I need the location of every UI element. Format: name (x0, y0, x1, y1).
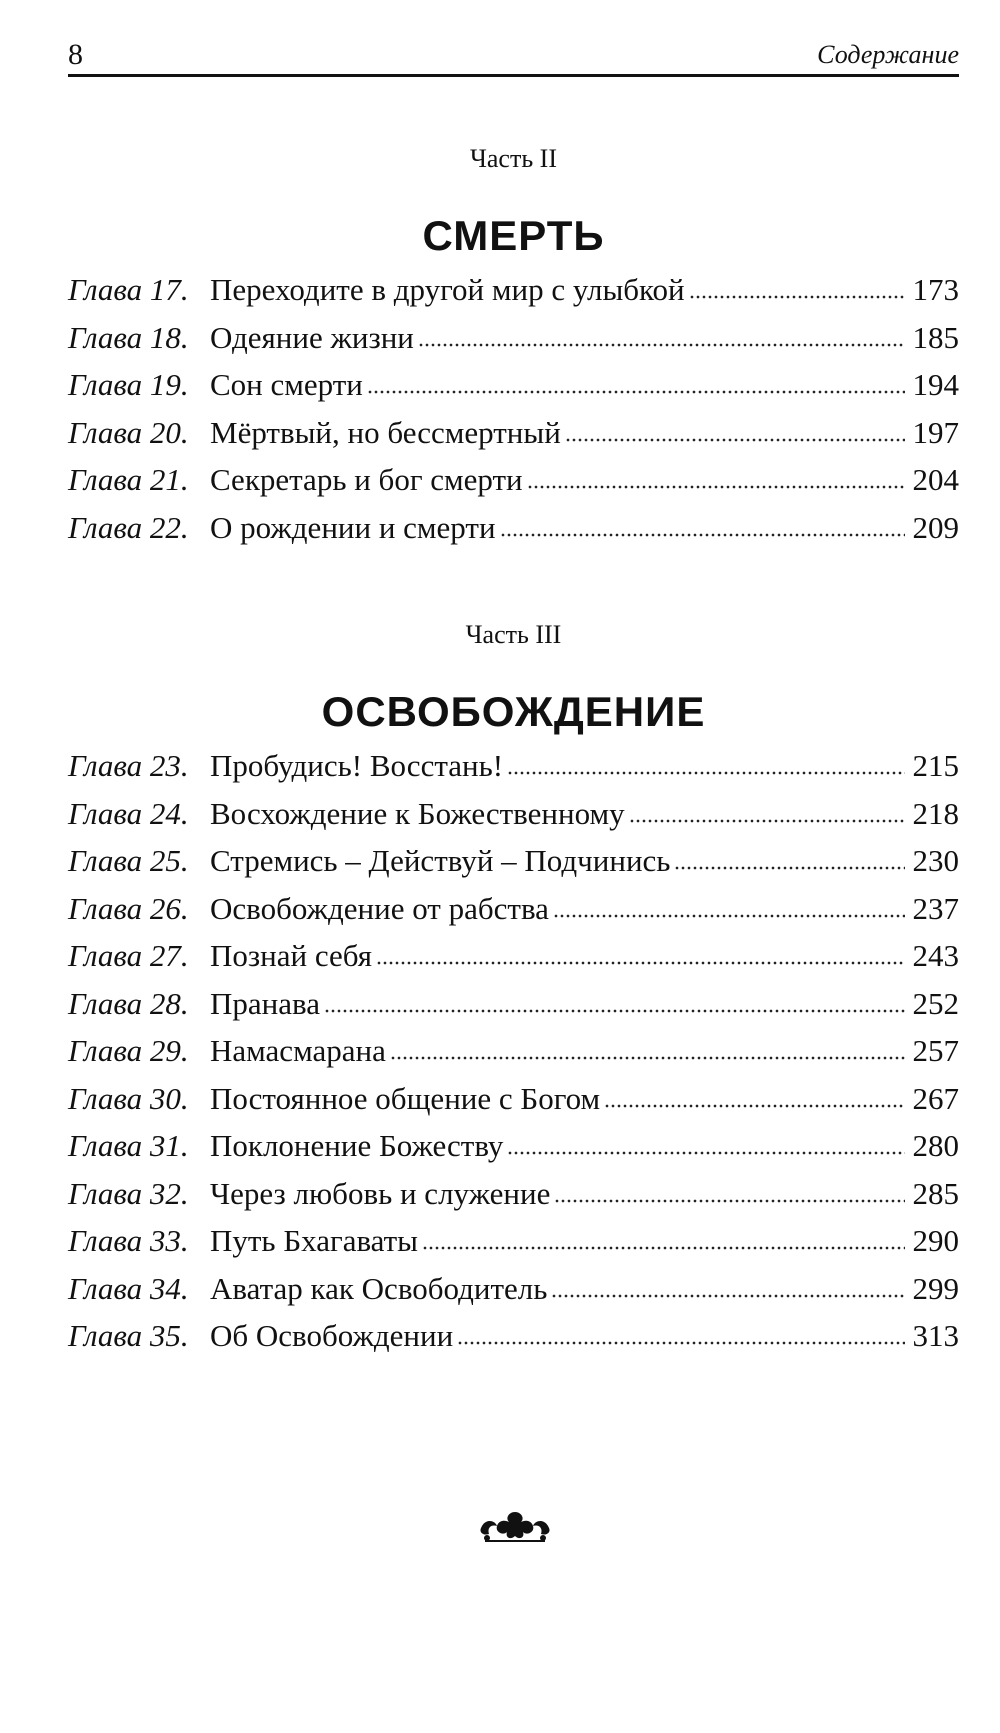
chapter-page-number: 218 (912, 795, 959, 831)
running-header (68, 34, 959, 77)
dot-leader (629, 818, 905, 824)
chapter-page-number: 185 (912, 319, 959, 355)
part-label: Часть III (465, 620, 562, 649)
chapter-page-number: 252 (912, 985, 959, 1021)
chapter-title: Стремись – Действуй – Подчинись (210, 843, 671, 878)
chapter-label: Глава 20. (68, 414, 189, 450)
chapter-label: Глава 35. (68, 1318, 189, 1353)
chapter-label: Глава 18. (68, 319, 189, 355)
toc-entry (68, 415, 959, 463)
dot-leader (376, 960, 905, 966)
part-label: Часть II (469, 144, 557, 173)
dot-leader (565, 437, 905, 443)
part-title: ОСВОБОЖДЕНИЕ (321, 688, 706, 735)
dot-leader (689, 294, 905, 300)
chapter-label: Глава 29. (68, 1033, 189, 1068)
toc-entry (68, 938, 959, 986)
dot-leader (324, 1008, 905, 1014)
chapter-title: Пробудись! Восстань! (210, 748, 504, 783)
chapter-label: Глава 24. (68, 795, 189, 831)
chapter-title: Познай себя (210, 938, 372, 973)
chapter-title: Одеяние жизни (210, 319, 414, 355)
dot-leader (507, 770, 904, 776)
chapter-page-number: 197 (912, 414, 959, 450)
toc-entry (68, 272, 959, 320)
part-title: СМЕРТЬ (422, 212, 605, 259)
chapter-title: Поклонение Божеству (210, 1128, 504, 1163)
toc-entry (68, 986, 959, 1034)
chapter-label: Глава 34. (68, 1270, 189, 1306)
chapter-page-number: 173 (912, 272, 959, 307)
toc-list (68, 272, 959, 557)
chapter-label: Глава 30. (68, 1080, 189, 1116)
dot-leader (500, 532, 905, 538)
toc-entry (68, 891, 959, 939)
chapter-title: Через любовь и служение (210, 1175, 551, 1211)
chapter-title: Постоянное общение с Богом (210, 1080, 601, 1116)
dot-leader (367, 389, 905, 395)
chapter-page-number: 243 (912, 938, 959, 973)
chapter-page-number: 290 (912, 1223, 959, 1258)
toc-list (68, 748, 959, 1366)
chapter-label: Глава 32. (68, 1175, 189, 1211)
toc-entry (68, 1128, 959, 1176)
toc-entry (68, 320, 959, 368)
running-title: Содержание (817, 40, 959, 69)
toc-entry (68, 367, 959, 415)
chapter-page-number: 299 (912, 1270, 959, 1306)
chapter-page-number: 204 (912, 462, 959, 497)
dot-leader (390, 1055, 905, 1061)
toc-entry (68, 1081, 959, 1129)
chapter-title: Пранава (210, 985, 320, 1021)
chapter-label: Глава 19. (68, 367, 189, 402)
dot-leader (507, 1150, 904, 1156)
chapter-page-number: 257 (912, 1033, 959, 1068)
chapter-page-number: 237 (912, 890, 959, 926)
toc-entry (68, 1223, 959, 1271)
chapter-title: Переходите в другой мир с улыбкой (210, 272, 685, 307)
chapter-page-number: 313 (912, 1318, 959, 1353)
chapter-page-number: 194 (912, 367, 959, 402)
chapter-label: Глава 31. (68, 1128, 189, 1163)
chapter-title: Освобождение от рабства (210, 890, 549, 926)
chapter-page-number: 280 (912, 1128, 959, 1163)
page-number: 8 (68, 38, 83, 71)
chapter-page-number: 267 (912, 1080, 959, 1116)
toc-entry (68, 748, 959, 796)
toc-entry (68, 1271, 959, 1319)
chapter-title: Аватар как Освободитель (210, 1270, 548, 1306)
chapter-title: Об Освобождении (210, 1318, 454, 1353)
dot-leader (418, 342, 905, 348)
toc-entry (68, 796, 959, 844)
dot-leader (527, 484, 905, 490)
toc-entry (68, 462, 959, 510)
chapter-title: Сон смерти (210, 367, 363, 402)
part-iii-section (68, 618, 959, 1366)
chapter-title: Секретарь и бог смерти (210, 462, 523, 497)
chapter-label: Глава 27. (68, 938, 189, 973)
chapter-title: О рождении и смерти (210, 509, 496, 545)
chapter-label: Глава 23. (68, 748, 189, 783)
chapter-title: Мёртвый, но бессмертный (210, 414, 561, 450)
toc-entry (68, 843, 959, 891)
toc-entry (68, 1318, 959, 1366)
chapter-page-number: 209 (912, 509, 959, 545)
chapter-page-number: 285 (912, 1175, 959, 1211)
chapter-label: Глава 33. (68, 1223, 189, 1258)
chapter-page-number: 230 (912, 843, 959, 878)
dot-leader (551, 1293, 904, 1299)
chapter-title: Восхождение к Божественному (210, 795, 625, 831)
toc-entry (68, 1033, 959, 1081)
chapter-title: Путь Бхагаваты (210, 1223, 419, 1258)
dot-leader (674, 865, 904, 871)
toc-entry (68, 1176, 959, 1224)
chapter-label: Глава 21. (68, 462, 189, 497)
dot-leader (604, 1103, 904, 1109)
toc-entry (68, 510, 959, 558)
part-ii-section (68, 142, 959, 557)
dot-leader (553, 913, 905, 919)
chapter-label: Глава 25. (68, 843, 189, 878)
dot-leader (422, 1245, 904, 1251)
chapter-title: Намасмарана (210, 1033, 386, 1068)
chapter-label: Глава 22. (68, 509, 189, 545)
chapter-page-number: 215 (912, 748, 959, 783)
dot-leader (554, 1198, 904, 1204)
dot-leader (457, 1340, 904, 1346)
chapter-label: Глава 26. (68, 890, 189, 926)
ornament-icon (475, 1508, 555, 1544)
chapter-label: Глава 28. (68, 985, 189, 1021)
chapter-label: Глава 17. (68, 272, 189, 307)
